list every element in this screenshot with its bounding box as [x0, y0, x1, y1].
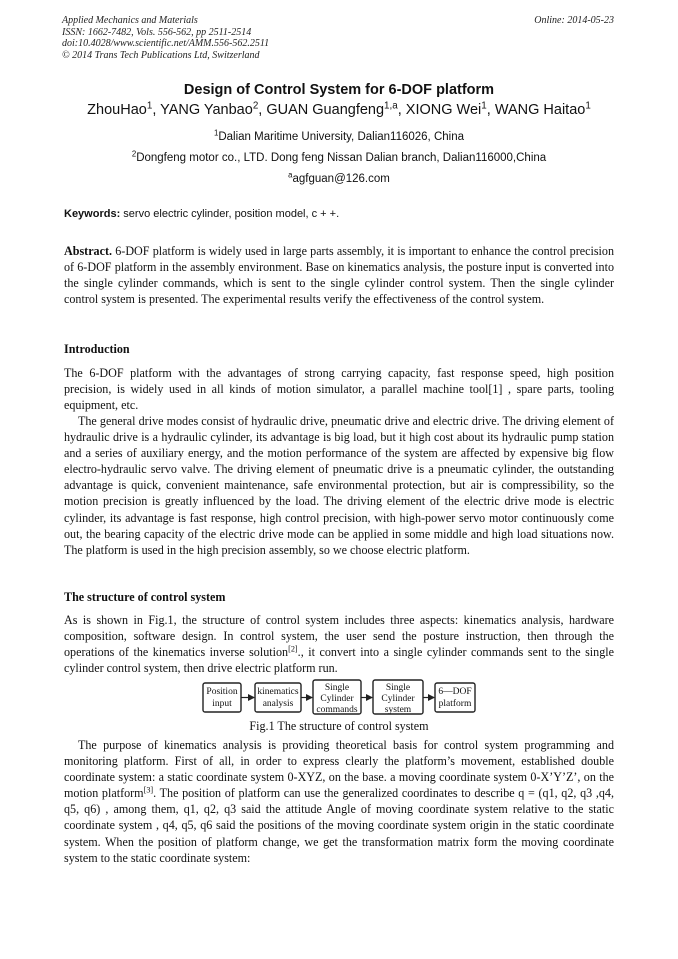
affiliation-text: Dalian Maritime University, Dalian116026, China — [218, 131, 464, 143]
diagram-label: platform — [438, 699, 472, 709]
affiliation-mark: 1 — [213, 128, 219, 138]
paper-title: Design of Control System for 6-DOF platform — [183, 82, 495, 98]
author-email — [0, 170, 678, 185]
diagram-label: system — [384, 705, 412, 715]
paragraph-text: ., it convert into a single cylinder commands sent to the single cylinder control system, then drive electric platform run. — [64, 645, 614, 676]
control-structure-diagram — [201, 679, 477, 715]
diagram-label: Single — [385, 683, 411, 693]
affiliation-mark: 2 — [131, 149, 137, 159]
diagram-label: commands — [316, 705, 358, 715]
introduction-paragraph-2 — [64, 413, 614, 558]
diagram-label: analysis — [262, 699, 294, 709]
diagram-label: Cylinder — [381, 694, 415, 704]
online-date: Online: 2014-05-23 — [534, 15, 614, 26]
author-affil-mark: 2 — [252, 100, 259, 112]
email-text: agfguan@126.com — [292, 173, 390, 185]
author-affil-mark: 1 — [146, 100, 153, 112]
introduction-paragraph-1: The 6-DOF platform with the advantages of strong carrying capacity, fast response speed, high position precision, is widely used in all kinds of motion simulator, a parallel machine tool[1] , spare parts, tooling equipment, etc. — [64, 366, 614, 413]
diagram-label: Cylinder — [320, 694, 354, 704]
keywords-label: Keywords: — [64, 208, 121, 220]
paragraph-text: The purpose of kinematics analysis is providing theoretical basis for control system programming and monitoring platform. First of all, in order to express clearly the platform’s movement, established double coordinate system: a static coordinate system 0-XYZ, on the base. a moving coordinate system 0-X’Y’Z’, on the motion platform — [64, 738, 614, 801]
author-list: ZhouHao$^1$, YANG Yanbao$^2$, GUAN Guangfeng$^{1,a}$, XIONG Wei$^1$, WANG Haitao$^1$ — [87, 100, 591, 118]
diagram-label: 6—DOF — [438, 687, 472, 697]
diagram-label: input — [212, 699, 232, 709]
keywords-text: servo electric cylinder, position model, c + +. — [120, 208, 340, 220]
abstract-label: Abstract. — [64, 244, 113, 258]
issn-line: ISSN: 1662-7482, Vols. 556-562, pp 2511-2514 — [62, 26, 252, 38]
doi-line: doi:10.4028/www.scientific.net/AMM.556-562.2511 — [62, 38, 270, 49]
paragraph-text: . The position of platform can use the generalized coordinates to describe q = (q1, q2, q3 ,q4, q5, q6) , among them, q1, q2, q3 said the attitude Angle of moving coordinate system relative to the static coordinate system , q4, q5, q6 said the positions of the moving coordinate system origin in the static coordinate system. When the position of platform change, we get the transformation matrix form the moving coordinate system to the static coordinate system: — [64, 786, 614, 865]
journal-name: Applied Mechanics and Materials — [62, 15, 198, 26]
author-name: WANG Haitao — [494, 102, 586, 118]
author-name: XIONG Wei — [405, 102, 482, 118]
citation-ref: [3] — [143, 785, 154, 795]
affiliation-1 — [0, 128, 678, 143]
author-name: YANG Yanbao — [160, 102, 253, 118]
paragraph-text: The general drive modes consist of hydraulic drive, pneumatic drive and electric drive. The driving element of hydraulic drive is a hydraulic cylinder, its advantage is big load, but it high cost about its hydraulic pump station and a series of auxiliary energy, and the motion performance of the system are affected by expensive big flow electro-hydraulic servo valve. The driving element of pneumatic drive is a pneumatic cylinder, the outstanding advantage is quick, convenient maintenance, safe environmental protection, but air is compressibility, so the motion precision is greatly influenced by the load. The driving element of the electric drive mode is electric cylinder, its advantage is fast response, high control precision, with high-power servo motor continuously come out, the bearing capacity of the electric drive mode can be applied in some middle and high load situations now. The platform is used in the high precision assembly, so we choose electric platform. — [64, 414, 614, 557]
diagram-label: Single — [324, 683, 350, 693]
figure-caption: Fig.1 The structure of control system — [249, 719, 429, 733]
author-name: ZhouHao — [87, 102, 147, 118]
structure-paragraph-1 — [64, 612, 614, 676]
journal-header — [62, 15, 269, 61]
structure-paragraph-2 — [64, 737, 614, 866]
structure-heading: The structure of control system — [64, 590, 226, 604]
copyright-line: © 2014 Trans Tech Publications Ltd, Switzerland — [62, 49, 260, 61]
affiliation-2 — [0, 149, 678, 164]
author-affil-mark: 1 — [585, 100, 591, 112]
affiliation-mark: a — [288, 170, 293, 180]
affiliation-text: Dongfeng motor co., LTD. Dong feng Nissan Dalian branch, Dalian116000,China — [136, 152, 547, 164]
author-affil-mark: 1,a — [384, 100, 398, 112]
keywords — [64, 208, 339, 220]
diagram-label: Position — [206, 687, 238, 697]
introduction-heading: Introduction — [64, 342, 130, 356]
abstract-text: 6-DOF platform is widely used in large parts assembly, it is important to enhance the control precision of 6-DOF platform in the assembly environment. Base on kinematics analysis, the posture input is converted into the single cylinder commands, which is sent to the single cylinder control system. Then the single cylinder control system is presented. The experimental results verify the effectiveness of the control system. — [64, 244, 614, 307]
paragraph-text: As is shown in Fig.1, the structure of control system includes three aspects: kinematics analysis, hardware composition, software design. In control system, the user send the posture instruction, then through the operations of the kinematics inverse solution — [64, 613, 614, 660]
citation-ref: [2] — [288, 644, 298, 654]
abstract — [64, 243, 614, 307]
author-affil-mark: 1 — [481, 100, 487, 112]
diagram-label: kinematics — [257, 687, 299, 697]
author-name: GUAN Guangfeng — [266, 102, 385, 118]
